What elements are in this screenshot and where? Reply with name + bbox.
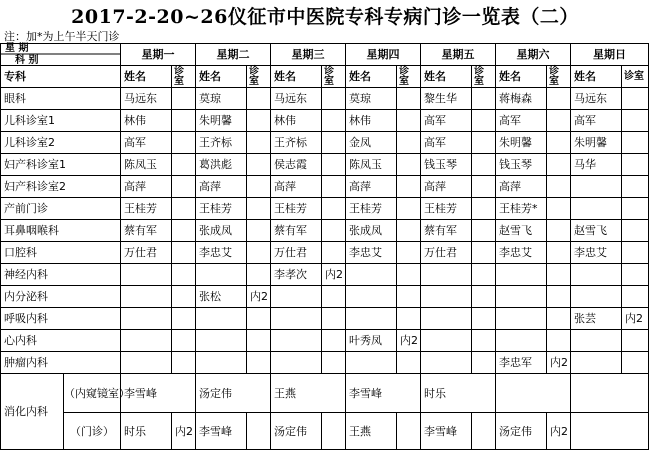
doctor-name: 高萍 — [196, 176, 247, 198]
room-cell — [322, 330, 346, 352]
doctor-name: 高军 — [571, 110, 622, 132]
doctor-name: 赵雪飞 — [571, 220, 622, 242]
room-cell — [472, 88, 496, 110]
doctor-name: 李雪峰 — [121, 374, 196, 413]
doctor-name: 葛洪彪 — [196, 154, 247, 176]
doctor-name: 李雪峰 — [346, 374, 421, 413]
room-cell — [472, 198, 496, 220]
room-cell — [472, 132, 496, 154]
dept-cell: 心内科 — [1, 330, 121, 352]
room-cell — [172, 88, 196, 110]
doctor-name: 蔡有军 — [271, 220, 322, 242]
room-cell — [622, 198, 649, 220]
doctor-name: 林伟 — [346, 110, 397, 132]
sub-dept-cell: （门诊） — [64, 413, 121, 450]
room-cell — [397, 110, 421, 132]
room-cell — [622, 242, 649, 264]
room-header: 诊室 — [322, 66, 346, 88]
room-cell: 内2 — [247, 286, 271, 308]
doctor-name — [196, 308, 247, 330]
doctor-name — [421, 286, 472, 308]
doctor-name: 叶秀凤 — [346, 330, 397, 352]
doctor-name: 高军 — [121, 132, 172, 154]
room-cell — [547, 110, 571, 132]
doctor-name: 钱玉琴 — [496, 154, 547, 176]
room-cell — [247, 264, 271, 286]
doctor-name: 万仕君 — [121, 242, 172, 264]
room-cell — [247, 110, 271, 132]
dept-cell: 肿瘤内科 — [1, 352, 121, 374]
doctor-name: 王桂芳* — [496, 198, 547, 220]
room-cell — [322, 286, 346, 308]
doctor-name: 李忠艾 — [196, 242, 247, 264]
dept-cell: 消化内科 — [1, 374, 64, 450]
room-cell — [472, 110, 496, 132]
table-row — [1, 352, 649, 374]
corner-top-label: 星 期 — [5, 43, 29, 54]
doctor-name: 万仕君 — [271, 242, 322, 264]
doctor-name: 高萍 — [421, 176, 472, 198]
room-cell — [547, 220, 571, 242]
room-cell — [172, 110, 196, 132]
empty-cell — [571, 413, 649, 450]
doctor-name — [196, 264, 247, 286]
schedule-table — [0, 43, 649, 450]
room-cell — [622, 176, 649, 198]
doctor-name: 张成凤 — [196, 220, 247, 242]
room-cell — [547, 88, 571, 110]
doctor-name — [121, 286, 172, 308]
doctor-name — [121, 308, 172, 330]
room-cell — [397, 88, 421, 110]
dept-cell: 口腔科 — [1, 242, 121, 264]
doctor-name: 蔡有军 — [121, 220, 172, 242]
doctor-name — [421, 264, 472, 286]
room-cell — [247, 154, 271, 176]
header-row-cols — [1, 66, 649, 88]
doctor-name: 时乐 — [121, 413, 172, 450]
doctor-name: 林伟 — [271, 110, 322, 132]
name-header: 姓名 — [421, 66, 472, 88]
doctor-name — [271, 286, 322, 308]
header-row-days — [1, 44, 649, 66]
room-cell — [322, 110, 346, 132]
room-cell — [622, 264, 649, 286]
room-cell — [322, 413, 346, 450]
table-row — [1, 198, 649, 220]
room-cell — [322, 220, 346, 242]
room-cell — [547, 264, 571, 286]
empty-cell — [496, 374, 571, 413]
room-cell — [322, 352, 346, 374]
doctor-name: 高军 — [421, 132, 472, 154]
doctor-name — [346, 308, 397, 330]
empty-cell — [571, 374, 649, 413]
room-header: 诊室 — [547, 66, 571, 88]
doctor-name — [271, 308, 322, 330]
doctor-name: 汤定伟 — [196, 374, 271, 413]
doctor-name: 李雪峰 — [421, 413, 472, 450]
room-cell — [472, 352, 496, 374]
name-header: 姓名 — [346, 66, 397, 88]
room-header: 诊室 — [472, 66, 496, 88]
doctor-name: 汤定伟 — [271, 413, 322, 450]
day-header: 星期三 — [271, 44, 346, 66]
room-cell — [322, 132, 346, 154]
doctor-name: 侯志霞 — [271, 154, 322, 176]
room-cell — [547, 198, 571, 220]
table-row — [1, 220, 649, 242]
doctor-name: 蔡有军 — [421, 220, 472, 242]
room-cell — [472, 286, 496, 308]
doctor-name: 王桂芳 — [196, 198, 247, 220]
room-cell — [397, 242, 421, 264]
room-cell — [172, 286, 196, 308]
doctor-name — [421, 330, 472, 352]
doctor-name: 陈凤玉 — [346, 154, 397, 176]
room-cell — [397, 413, 421, 450]
doctor-name: 陈凤玉 — [121, 154, 172, 176]
doctor-name: 莫琼 — [346, 88, 397, 110]
room-cell — [397, 220, 421, 242]
doctor-name: 汤定伟 — [496, 413, 547, 450]
day-header: 星期日 — [571, 44, 649, 66]
doctor-name — [496, 308, 547, 330]
room-cell — [322, 308, 346, 330]
table-row — [1, 176, 649, 198]
doctor-name: 马远东 — [571, 88, 622, 110]
room-cell: 内2 — [547, 352, 571, 374]
doctor-name — [571, 176, 622, 198]
room-cell — [397, 154, 421, 176]
day-header: 星期二 — [196, 44, 271, 66]
doctor-name — [571, 264, 622, 286]
room-cell — [397, 176, 421, 198]
doctor-name: 李孝次 — [271, 264, 322, 286]
room-cell — [397, 352, 421, 374]
doctor-name: 李忠艾 — [496, 242, 547, 264]
room-cell — [622, 330, 649, 352]
table-row — [1, 308, 649, 330]
day-header: 星期六 — [496, 44, 571, 66]
name-header: 姓名 — [196, 66, 247, 88]
table-row — [1, 110, 649, 132]
note: 注：加*为上午半天门诊 — [4, 30, 120, 43]
room-cell — [472, 220, 496, 242]
doctor-name: 朱明馨 — [571, 132, 622, 154]
dept-cell: 眼科 — [1, 88, 121, 110]
room-cell: 内2 — [322, 264, 346, 286]
room-cell — [622, 220, 649, 242]
doctor-name: 马远东 — [271, 88, 322, 110]
doctor-name: 高萍 — [271, 176, 322, 198]
room-cell — [172, 352, 196, 374]
room-cell — [247, 413, 271, 450]
name-header: 姓名 — [571, 66, 622, 88]
doctor-name: 林伟 — [121, 110, 172, 132]
doctor-name: 朱明馨 — [196, 110, 247, 132]
doctor-name — [421, 308, 472, 330]
doctor-name: 王桂芳 — [121, 198, 172, 220]
doctor-name: 莫琼 — [196, 88, 247, 110]
room-cell — [247, 88, 271, 110]
room-cell — [547, 132, 571, 154]
room-cell — [247, 198, 271, 220]
room-cell — [172, 132, 196, 154]
room-cell — [547, 176, 571, 198]
doctor-name — [271, 330, 322, 352]
dept-cell: 妇产科诊室1 — [1, 154, 121, 176]
doctor-name — [571, 352, 622, 374]
room-cell — [472, 154, 496, 176]
room-cell — [622, 88, 649, 110]
table-row — [1, 413, 649, 450]
room-cell — [622, 286, 649, 308]
room-cell — [247, 220, 271, 242]
room-cell — [247, 242, 271, 264]
dept-cell: 耳鼻咽喉科 — [1, 220, 121, 242]
doctor-name — [571, 286, 622, 308]
room-cell — [172, 198, 196, 220]
room-cell — [322, 242, 346, 264]
doctor-name — [496, 286, 547, 308]
doctor-name: 高萍 — [496, 176, 547, 198]
room-header: 诊室 — [397, 66, 421, 88]
room-cell: 内2 — [172, 413, 196, 450]
doctor-name: 高军 — [496, 110, 547, 132]
room-cell — [397, 264, 421, 286]
room-cell — [397, 132, 421, 154]
doctor-name: 高萍 — [121, 176, 172, 198]
room-cell — [322, 154, 346, 176]
dept-cell: 产前门诊 — [1, 198, 121, 220]
room-cell — [247, 132, 271, 154]
room-cell — [622, 352, 649, 374]
dept-cell: 儿科诊室2 — [1, 132, 121, 154]
room-cell — [247, 176, 271, 198]
doctor-name: 李忠艾 — [571, 242, 622, 264]
room-cell — [172, 308, 196, 330]
name-header: 姓名 — [496, 66, 547, 88]
room-header: 诊室 — [622, 66, 649, 88]
day-header: 星期一 — [121, 44, 196, 66]
room-cell: 内2 — [547, 413, 571, 450]
doctor-name — [346, 286, 397, 308]
room-cell — [172, 176, 196, 198]
dept-cell: 妇产科诊室2 — [1, 176, 121, 198]
room-cell — [172, 330, 196, 352]
doctor-name: 时乐 — [421, 374, 496, 413]
dept-cell: 儿科诊室1 — [1, 110, 121, 132]
doctor-name: 王齐标 — [271, 132, 322, 154]
sub-dept-cell: （内窥镜室） — [64, 374, 121, 413]
room-cell — [547, 308, 571, 330]
doctor-name — [196, 352, 247, 374]
dept-cell: 内分泌科 — [1, 286, 121, 308]
room-cell — [247, 308, 271, 330]
doctor-name: 王燕 — [346, 413, 397, 450]
doctor-name — [271, 352, 322, 374]
room-header: 诊室 — [172, 66, 196, 88]
room-cell — [472, 176, 496, 198]
room-cell — [322, 176, 346, 198]
room-cell — [547, 286, 571, 308]
doctor-name — [496, 264, 547, 286]
doctor-name: 张芸 — [571, 308, 622, 330]
doctor-name: 李雪峰 — [196, 413, 247, 450]
room-cell — [547, 242, 571, 264]
doctor-name: 王桂芳 — [271, 198, 322, 220]
doctor-name — [346, 352, 397, 374]
room-cell — [247, 330, 271, 352]
room-cell — [472, 330, 496, 352]
doctor-name — [346, 264, 397, 286]
doctor-name — [196, 330, 247, 352]
table-row — [1, 132, 649, 154]
room-cell — [397, 198, 421, 220]
doctor-name: 赵雪飞 — [496, 220, 547, 242]
doctor-name: 钱玉琴 — [421, 154, 472, 176]
corner-bottom-label: 科 别 — [15, 55, 39, 66]
table-row — [1, 330, 649, 352]
room-cell — [172, 220, 196, 242]
room-cell — [547, 330, 571, 352]
doctor-name — [421, 352, 472, 374]
doctor-name: 金凤 — [346, 132, 397, 154]
room-header: 诊室 — [247, 66, 271, 88]
room-cell — [472, 413, 496, 450]
room-cell — [397, 286, 421, 308]
room-cell — [172, 242, 196, 264]
doctor-name: 马远东 — [121, 88, 172, 110]
doctor-name: 王桂芳 — [346, 198, 397, 220]
doctor-name: 张松 — [196, 286, 247, 308]
doctor-name: 王燕 — [271, 374, 346, 413]
room-cell — [472, 242, 496, 264]
room-cell — [322, 198, 346, 220]
name-header: 姓名 — [121, 66, 172, 88]
doctor-name — [496, 330, 547, 352]
room-cell: 内2 — [622, 308, 649, 330]
doctor-name: 蒋梅森 — [496, 88, 547, 110]
doctor-name: 李忠艾 — [346, 242, 397, 264]
dept-cell: 神经内科 — [1, 264, 121, 286]
table-row — [1, 154, 649, 176]
room-cell — [172, 264, 196, 286]
doctor-name — [121, 352, 172, 374]
doctor-name: 朱明馨 — [496, 132, 547, 154]
doctor-name — [571, 198, 622, 220]
doctor-name: 黎生华 — [421, 88, 472, 110]
room-cell — [172, 154, 196, 176]
room-cell — [322, 88, 346, 110]
table-row — [1, 242, 649, 264]
doctor-name: 李忠军 — [496, 352, 547, 374]
doctor-name: 马华 — [571, 154, 622, 176]
day-header: 星期四 — [346, 44, 421, 66]
name-header: 姓名 — [271, 66, 322, 88]
page-title: 2017-2-20~26仪征市中医院专科专病门诊一览表（二） — [71, 6, 579, 28]
room-cell — [622, 110, 649, 132]
doctor-name — [121, 264, 172, 286]
doctor-name: 高萍 — [346, 176, 397, 198]
corner-cell — [1, 44, 121, 66]
doctor-name: 万仕君 — [421, 242, 472, 264]
doctor-name — [571, 330, 622, 352]
room-cell — [247, 352, 271, 374]
table-row — [1, 88, 649, 110]
room-cell — [397, 308, 421, 330]
table-row — [1, 264, 649, 286]
room-cell: 内2 — [397, 330, 421, 352]
doctor-name: 张成凤 — [346, 220, 397, 242]
table-row — [1, 374, 649, 413]
table-row — [1, 286, 649, 308]
room-cell — [622, 132, 649, 154]
doctor-name: 王桂芳 — [421, 198, 472, 220]
room-cell — [622, 154, 649, 176]
day-header: 星期五 — [421, 44, 496, 66]
dept-cell: 呼吸内科 — [1, 308, 121, 330]
room-cell — [472, 264, 496, 286]
room-cell — [472, 308, 496, 330]
dept-header: 专科 — [1, 66, 121, 88]
doctor-name: 高军 — [421, 110, 472, 132]
doctor-name — [121, 330, 172, 352]
doctor-name: 王齐标 — [196, 132, 247, 154]
room-cell — [547, 154, 571, 176]
